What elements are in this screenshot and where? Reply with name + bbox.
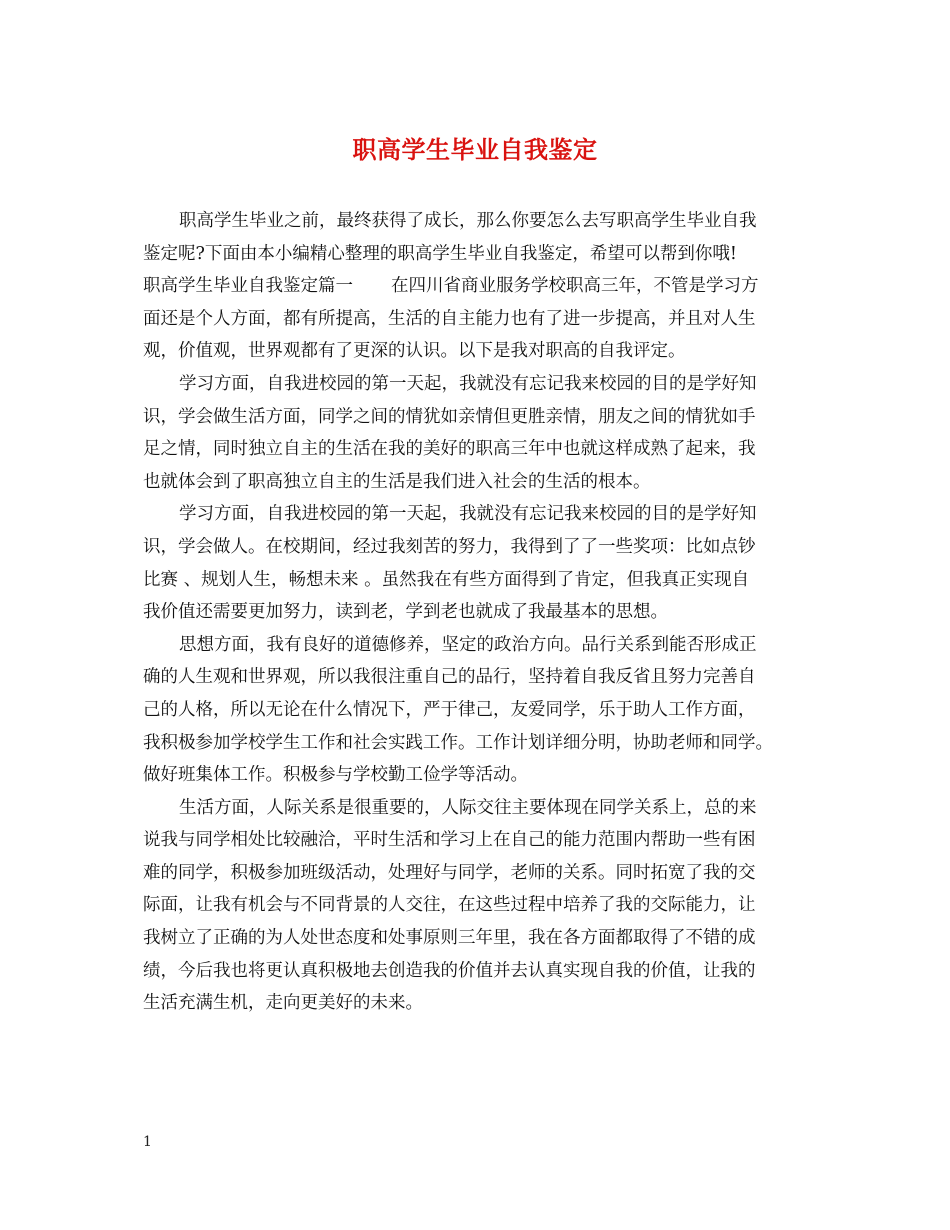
paragraph-line: 说我与同学相处比较融洽，平时生活和学习上在自己的能力范围内帮助一些有困 — [143, 830, 756, 851]
paragraph-line: 识，学会做人。在校期间，经过我刻苦的努力，我得到了了一些奖项：比如点钞 — [143, 536, 756, 557]
paragraph-line: 学习方面，自我进校园的第一天起，我就没有忘记我来校园的目的是学好知 — [179, 373, 757, 394]
paragraph-line: 职高学生毕业之前，最终获得了成长，那么你要怎么去写职高学生毕业自我 — [179, 211, 757, 231]
section-heading-line — [143, 270, 823, 303]
section-heading: 职高学生毕业自我鉴定篇一 — [143, 276, 353, 297]
paragraph-line: 我积极参加学校学生工作和社会实践工作。工作计划详细分明，协助老师和同学。 — [143, 732, 773, 753]
page-number: 1 — [143, 1134, 152, 1150]
paragraph-line: 鉴定呢?下面由本小编精心整理的职高学生毕业自我鉴定，希望可以帮到你哦! — [143, 243, 737, 264]
document-title: 职高学生毕业自我鉴定 — [352, 135, 598, 164]
paragraph-line: 识，学会做生活方面，同学之间的情犹如亲情但更胜亲情，朋友之间的情犹如手 — [143, 406, 756, 427]
paragraph-line: 生活方面，人际关系是很重要的，人际交往主要体现在同学关系上，总的来 — [179, 797, 757, 818]
paragraph-line: 绩，今后我也将更认真积极地去创造我的价值并去认真实现自我的价值，让我的 — [143, 960, 756, 981]
paragraph-line: 生活充满生机，走向更美好的未来。 — [143, 993, 423, 1014]
paragraph-line: 我树立了正确的为人处世态度和处事原则三年里，我在各方面都取得了不错的成 — [143, 928, 756, 949]
paragraph-line: 己的人格，所以无论在什么情况下，严于律己，友爱同学，乐于助人工作方面， — [143, 699, 756, 720]
paragraph-line: 学习方面，自我进校园的第一天起，我就没有忘记我来校园的目的是学好知 — [179, 504, 757, 525]
paragraph-text: 在四川省商业服务学校职高三年，不管是学习方 — [391, 276, 759, 297]
paragraph-line: 难的同学，积极参加班级活动，处理好与同学，老师的关系。同时拓宽了我的交 — [143, 862, 756, 883]
paragraph-line: 面还是个人方面，都有所提高，生活的自主能力也有了进一步提高，并且对人生 — [143, 308, 756, 329]
paragraph-line: 比赛 、规划人生，畅想未来 。虽然我在有些方面得到了肯定，但我真正实现自 — [143, 569, 750, 590]
document-body — [143, 205, 823, 1020]
paragraph-line: 观，价值观，世界观都有了更深的认识。以下是我对职高的自我评定。 — [143, 341, 686, 362]
paragraph-line: 也就体会到了职高独立自主的生活是我们进入社会的生活的根本。 — [143, 471, 651, 492]
paragraph-line: 际面，让我有机会与不同背景的人交往，在这些过程中培养了我的交际能力，让 — [143, 895, 756, 916]
paragraph-line: 确的人生观和世界观，所以我很注重自己的品行，坚持着自我反省且努力完善自 — [143, 667, 756, 688]
paragraph-line: 思想方面，我有良好的道德修养，坚定的政治方向。品行关系到能否形成正 — [179, 634, 757, 655]
paragraph-line: 我价值还需要更加努力，读到老，学到老也就成了我最基本的思想。 — [143, 602, 668, 623]
paragraph-line: 做好班集体工作。积极参与学校勤工俭学等活动。 — [143, 765, 528, 786]
paragraph-line: 足之情，同时独立自主的生活在我的美好的职高三年中也就这样成熟了起来，我 — [143, 439, 756, 460]
